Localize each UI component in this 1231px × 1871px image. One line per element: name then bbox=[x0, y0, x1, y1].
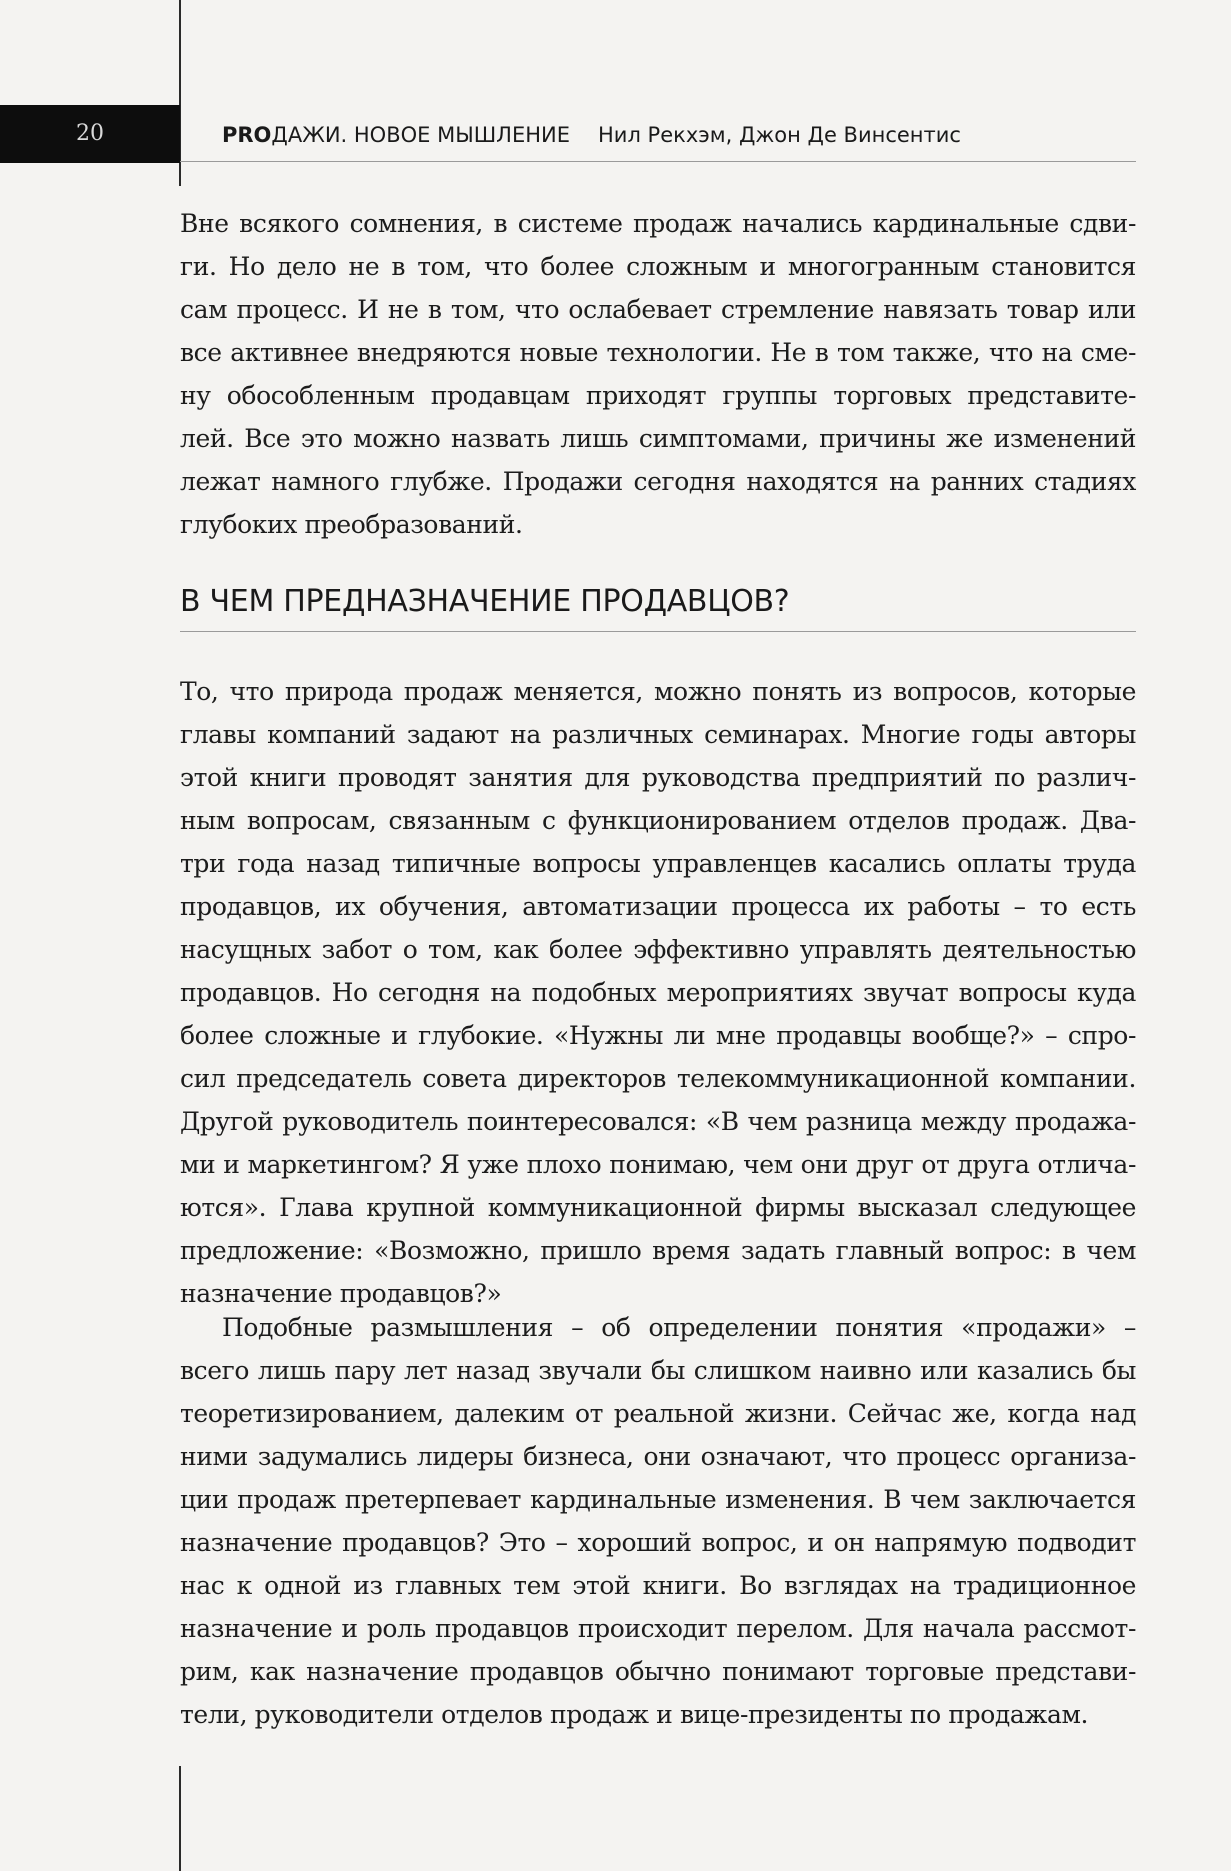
authors: Нил Рекхэм, Джон Де Винсентис bbox=[598, 123, 961, 147]
paragraph-reflections bbox=[180, 1306, 1136, 1736]
text-line: ми и маркетингом? Я уже плохо понимаю, чем они друг от друга отлича- bbox=[180, 1150, 1136, 1179]
margin-rule-bottom bbox=[179, 1766, 181, 1871]
text-line: назначение продавцов?» bbox=[180, 1279, 502, 1308]
text-line: главы компаний задают на различных семинарах. Многие годы авторы bbox=[180, 720, 1136, 749]
text-line: продавцов. Но сегодня на подобных мероприятиях звучат вопросы куда bbox=[180, 978, 1136, 1007]
text-line: этой книги проводят занятия для руководства предприятий по различ- bbox=[180, 763, 1136, 792]
text-line: тели, руководители отделов продаж и вице-президенты по продажам. bbox=[180, 1700, 1089, 1729]
text-line: ги. Но дело не в том, что более сложным и многогранным становится bbox=[180, 252, 1136, 281]
text-line: нас к одной из главных тем этой книги. Во взглядах на традиционное bbox=[180, 1571, 1136, 1600]
page-number: 20 bbox=[0, 105, 180, 163]
text-line: насущных забот о том, как более эффективно управлять деятельностью bbox=[180, 935, 1136, 964]
text-line: более сложные и глубокие. «Нужны ли мне продавцы вообще?» – спро- bbox=[180, 1021, 1136, 1050]
text-line: ются». Глава крупной коммуникационной фирмы высказал следующее bbox=[180, 1193, 1136, 1222]
text-line: предложение: «Возможно, пришло время задать главный вопрос: в чем bbox=[180, 1236, 1136, 1265]
text-line: Вне всякого сомнения, в системе продаж начались кардинальные сдви- bbox=[180, 209, 1136, 238]
text-line: все активнее внедряются новые технологии. Не в том также, что на сме- bbox=[180, 338, 1136, 367]
header-rule bbox=[180, 161, 1136, 162]
paragraph-intro bbox=[180, 202, 1136, 546]
text-line: рим, как назначение продавцов обычно понимают торговые представи- bbox=[180, 1657, 1136, 1686]
book-title-bold: PRO bbox=[222, 123, 272, 147]
text-line: продавцов, их обучения, автоматизации процесса их работы – то есть bbox=[180, 892, 1136, 921]
text-line: Другой руководитель поинтересовался: «В чем разница между продажа- bbox=[180, 1107, 1136, 1136]
text-line: Подобные размышления – об определении понятия «продажи» – bbox=[222, 1313, 1136, 1342]
text-line: сам процесс. И не в том, что ослабевает стремление навязать товар или bbox=[180, 295, 1136, 324]
text-line: ну обособленным продавцам приходят группы торговых представите- bbox=[180, 381, 1136, 410]
text-line: теоретизированием, далеким от реальной жизни. Сейчас же, когда над bbox=[180, 1399, 1136, 1428]
book-title bbox=[222, 123, 570, 147]
text-line: глубоких преобразований. bbox=[180, 510, 523, 539]
text-line: три года назад типичные вопросы управленцев касались оплаты труда bbox=[180, 849, 1136, 878]
section-heading: В ЧЕМ ПРЕДНАЗНАЧЕНИЕ ПРОДАВЦОВ? bbox=[180, 584, 790, 619]
paragraph-questions bbox=[180, 670, 1136, 1315]
text-line: назначение продавцов? Это – хороший вопрос, и он напрямую подводит bbox=[180, 1528, 1136, 1557]
section-heading-rule bbox=[180, 631, 1136, 632]
text-line: назначение и роль продавцов происходит перелом. Для начала рассмот- bbox=[180, 1614, 1136, 1643]
text-line: всего лишь пару лет назад звучали бы слишком наивно или казались бы bbox=[180, 1356, 1136, 1385]
text-line: ции продаж претерпевает кардинальные изменения. В чем заключается bbox=[180, 1485, 1136, 1514]
running-head bbox=[222, 122, 961, 148]
text-line: ным вопросам, связанным с функционированием отделов продаж. Два- bbox=[180, 806, 1136, 835]
text-line: лежат намного глубже. Продажи сегодня находятся на ранних стадиях bbox=[180, 467, 1136, 496]
text-line: сил председатель совета директоров телекоммуникационной компании. bbox=[180, 1064, 1136, 1093]
book-title-rest: ДАЖИ. НОВОЕ МЫШЛЕНИЕ bbox=[271, 123, 571, 147]
text-line: лей. Все это можно назвать лишь симптомами, причины же изменений bbox=[180, 424, 1136, 453]
text-line: То, что природа продаж меняется, можно понять из вопросов, которые bbox=[180, 677, 1136, 706]
text-line: ними задумались лидеры бизнеса, они означают, что процесс организа- bbox=[180, 1442, 1136, 1471]
